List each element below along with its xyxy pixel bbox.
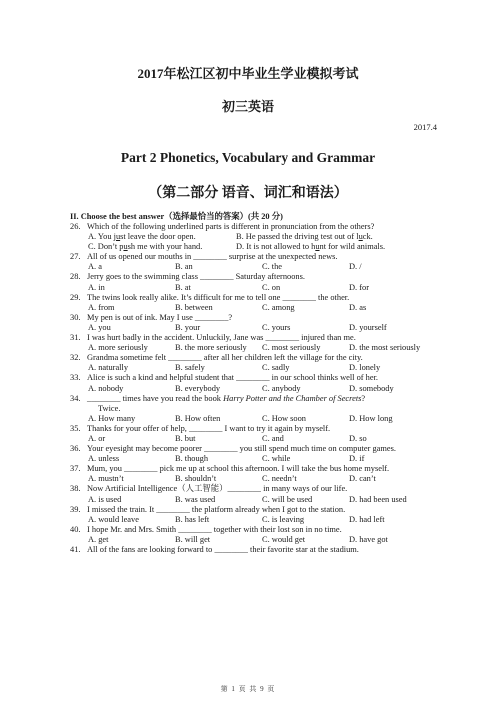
option-a[interactable]: A. mustn’t <box>88 474 124 484</box>
question-number: 37. <box>70 464 81 474</box>
question-26 <box>70 222 440 252</box>
question-text: My pen is out of ink. May I use ________? <box>87 312 233 322</box>
option-d[interactable]: D. had been used <box>349 494 407 504</box>
option-b[interactable]: B. an <box>175 262 193 272</box>
question-34 <box>70 394 440 424</box>
question-text: ________ times have you read the book Harry Potter and the Chamber of Secrets? <box>87 393 366 403</box>
option-c[interactable]: C. is leaving <box>262 514 305 524</box>
option-c[interactable]: C. anybody <box>262 383 301 393</box>
question-text: All of us opened our mouths in ________ surprise at the unexpected news. <box>87 252 338 262</box>
options <box>70 232 440 242</box>
option-b[interactable]: B. How often <box>175 413 221 423</box>
question-37 <box>70 464 440 484</box>
option-a[interactable]: A. You just leave the door open. <box>88 232 196 242</box>
question-text: Alice is such a kind and helpful student that ________ in our school thinks well of her. <box>87 373 378 383</box>
question-number: 29. <box>70 292 81 302</box>
options <box>70 515 440 525</box>
option-b[interactable]: B. but <box>175 433 196 443</box>
exam-subtitle: 初三英语 <box>221 99 274 114</box>
option-a[interactable]: A. get <box>88 534 109 544</box>
question-text: Thanks for your offer of help, ________ I want to try it again by myself. <box>87 423 331 433</box>
question-number: 31. <box>70 333 81 343</box>
question-30 <box>70 313 440 333</box>
question-text: The twins look really alike. It’s difficult for me to tell one ________ the other. <box>87 292 350 302</box>
options <box>70 262 440 272</box>
part-title: Part 2 Phonetics, Vocabulary and Grammar <box>120 150 376 165</box>
option-c[interactable]: C. the <box>262 262 283 272</box>
option-b[interactable]: B. though <box>175 454 209 464</box>
question-31 <box>70 333 440 353</box>
option-b[interactable]: B. safely <box>175 363 205 373</box>
question-32 <box>70 353 440 373</box>
question-number: 28. <box>70 272 81 282</box>
option-a[interactable]: A. is used <box>88 494 122 504</box>
options <box>70 323 440 333</box>
question-number: 27. <box>70 252 81 262</box>
option-d[interactable]: D. can’t <box>349 474 376 484</box>
question-number: 39. <box>70 504 81 514</box>
option-a[interactable]: A. How many <box>88 413 136 423</box>
option-d[interactable]: D. yourself <box>349 322 387 332</box>
option-d[interactable]: D. had left <box>349 514 385 524</box>
question-number: 40. <box>70 524 81 534</box>
option-b[interactable]: B. your <box>175 322 201 332</box>
option-b[interactable]: B. was used <box>175 494 216 504</box>
question-28 <box>70 272 440 292</box>
question-text: I was hurt badly in the accident. Unluckily, Jane was ________ injured than me. <box>87 333 356 343</box>
book-title: Harry Potter and the Chamber of Secrets <box>223 393 362 403</box>
option-b[interactable]: B. at <box>175 282 191 292</box>
option-c[interactable]: C. on <box>262 282 281 292</box>
options <box>70 242 440 252</box>
options <box>70 535 440 545</box>
option-c[interactable]: C. while <box>262 454 291 464</box>
options <box>70 343 440 353</box>
option-d[interactable]: D. the most seriously <box>349 343 421 353</box>
options <box>70 414 440 424</box>
options <box>70 283 440 293</box>
option-c[interactable]: C. yours <box>262 322 291 332</box>
options <box>70 384 440 394</box>
question-text: Grandma sometime felt ________ after all her children left the village for the city. <box>87 353 363 363</box>
question-number: 33. <box>70 373 81 383</box>
question-number: 34. <box>70 393 81 403</box>
options <box>70 303 440 313</box>
option-a[interactable]: A. a <box>88 262 102 272</box>
option-b[interactable]: B. will get <box>175 534 211 544</box>
options <box>70 454 440 464</box>
option-d[interactable]: D. somebody <box>349 383 394 393</box>
option-d[interactable]: D. so <box>349 433 367 443</box>
option-c[interactable]: C. among <box>262 302 295 312</box>
option-b[interactable]: B. the more seriously <box>175 343 247 353</box>
option-a[interactable]: A. more seriously <box>88 343 148 353</box>
question-27 <box>70 252 440 272</box>
option-a[interactable]: A. nobody <box>88 383 124 393</box>
question-number: 41. <box>70 545 81 554</box>
option-a[interactable]: A. or <box>88 433 106 443</box>
option-d[interactable]: D. lonely <box>349 363 381 373</box>
exam-title: 2017年松江区初中毕业生学业模拟考试 <box>137 66 359 81</box>
options <box>70 434 440 444</box>
question-number: 35. <box>70 423 81 433</box>
option-c[interactable]: C. would get <box>262 534 306 544</box>
question-40 <box>70 525 440 545</box>
question-text: Jerry goes to the swimming class ________ Saturday afternoons. <box>87 272 305 282</box>
question-text: Your eyesight may become poorer ________ you still spend much time on computer games. <box>87 444 396 454</box>
option-d[interactable]: D. as <box>349 302 367 312</box>
question-number: 30. <box>70 312 81 322</box>
option-c[interactable]: C. and <box>262 433 284 443</box>
question-number: 38. <box>70 484 81 494</box>
question-39 <box>70 505 440 525</box>
question-text: I missed the train. It ________ the platform already when I got to the station. <box>87 504 346 514</box>
option-a[interactable]: A. you <box>88 322 111 332</box>
option-b[interactable]: B. has left <box>175 514 210 524</box>
option-b[interactable]: B. everybody <box>175 383 221 393</box>
option-c[interactable]: C. most seriously <box>262 343 321 353</box>
options <box>70 363 440 373</box>
option-b[interactable]: B. He passed the driving test out of luck. <box>236 232 373 242</box>
question-35 <box>70 424 440 444</box>
question-29 <box>70 293 440 313</box>
option-c[interactable]: C. sadly <box>262 363 290 373</box>
question-text: All of the fans are looking forward to ________ their favorite star at the stadium. <box>87 545 359 554</box>
option-a[interactable]: A. unless <box>88 454 120 464</box>
option-d[interactable]: D. How long <box>349 413 393 423</box>
part-title-chinese: （第二部分 语音、词汇和语法） <box>148 186 348 201</box>
option-b[interactable]: B. between <box>175 302 213 312</box>
question-number: 26. <box>70 222 81 231</box>
question-text: Which of the following underlined parts is different in pronunciation from the others? <box>87 222 375 231</box>
option-d[interactable]: D. for <box>349 282 370 292</box>
question-36 <box>70 444 440 464</box>
option-c[interactable]: C. needn’t <box>262 474 297 484</box>
option-a[interactable]: A. naturally <box>88 363 129 373</box>
exam-date: 2017.4 <box>413 122 437 132</box>
question-41 <box>70 545 440 555</box>
option-a[interactable]: A. in <box>88 282 105 292</box>
question-33 <box>70 373 440 393</box>
option-d[interactable]: D. It is not allowed to hunt for wild animals. <box>236 242 386 252</box>
options <box>70 495 440 505</box>
question-continuation: Twice. <box>98 403 121 413</box>
question-number: 32. <box>70 353 81 363</box>
question-text: Now Artificial Intelligence（人工智能）________ in many ways of our life. <box>87 484 348 494</box>
option-a[interactable]: A. from <box>88 302 115 312</box>
option-b[interactable]: B. shouldn’t <box>175 474 217 484</box>
section-heading: II. Choose the best answer（选择最恰当的答案）(共 20 分) <box>70 212 283 221</box>
option-c[interactable]: C. How soon <box>262 413 306 423</box>
question-list <box>70 222 440 555</box>
question-text: Mum, you ________ pick me up at school this afternoon. I will take the bus home myself. <box>87 464 390 474</box>
option-a[interactable]: A. would leave <box>88 514 139 524</box>
option-c[interactable]: C. Don’t push me with your hand. <box>88 242 203 252</box>
question-number: 36. <box>70 444 81 454</box>
option-c[interactable]: C. will be used <box>262 494 313 504</box>
options <box>70 474 440 484</box>
option-d[interactable]: D. if <box>349 454 365 464</box>
question-38 <box>70 484 440 504</box>
question-text: I hope Mr. and Mrs. Smith ________ together with their lost son in no time. <box>87 524 342 534</box>
option-d[interactable]: D. / <box>349 262 362 272</box>
page-footer: 第 1 页 共 9 页 <box>220 685 276 693</box>
option-d[interactable]: D. have got <box>349 534 388 544</box>
